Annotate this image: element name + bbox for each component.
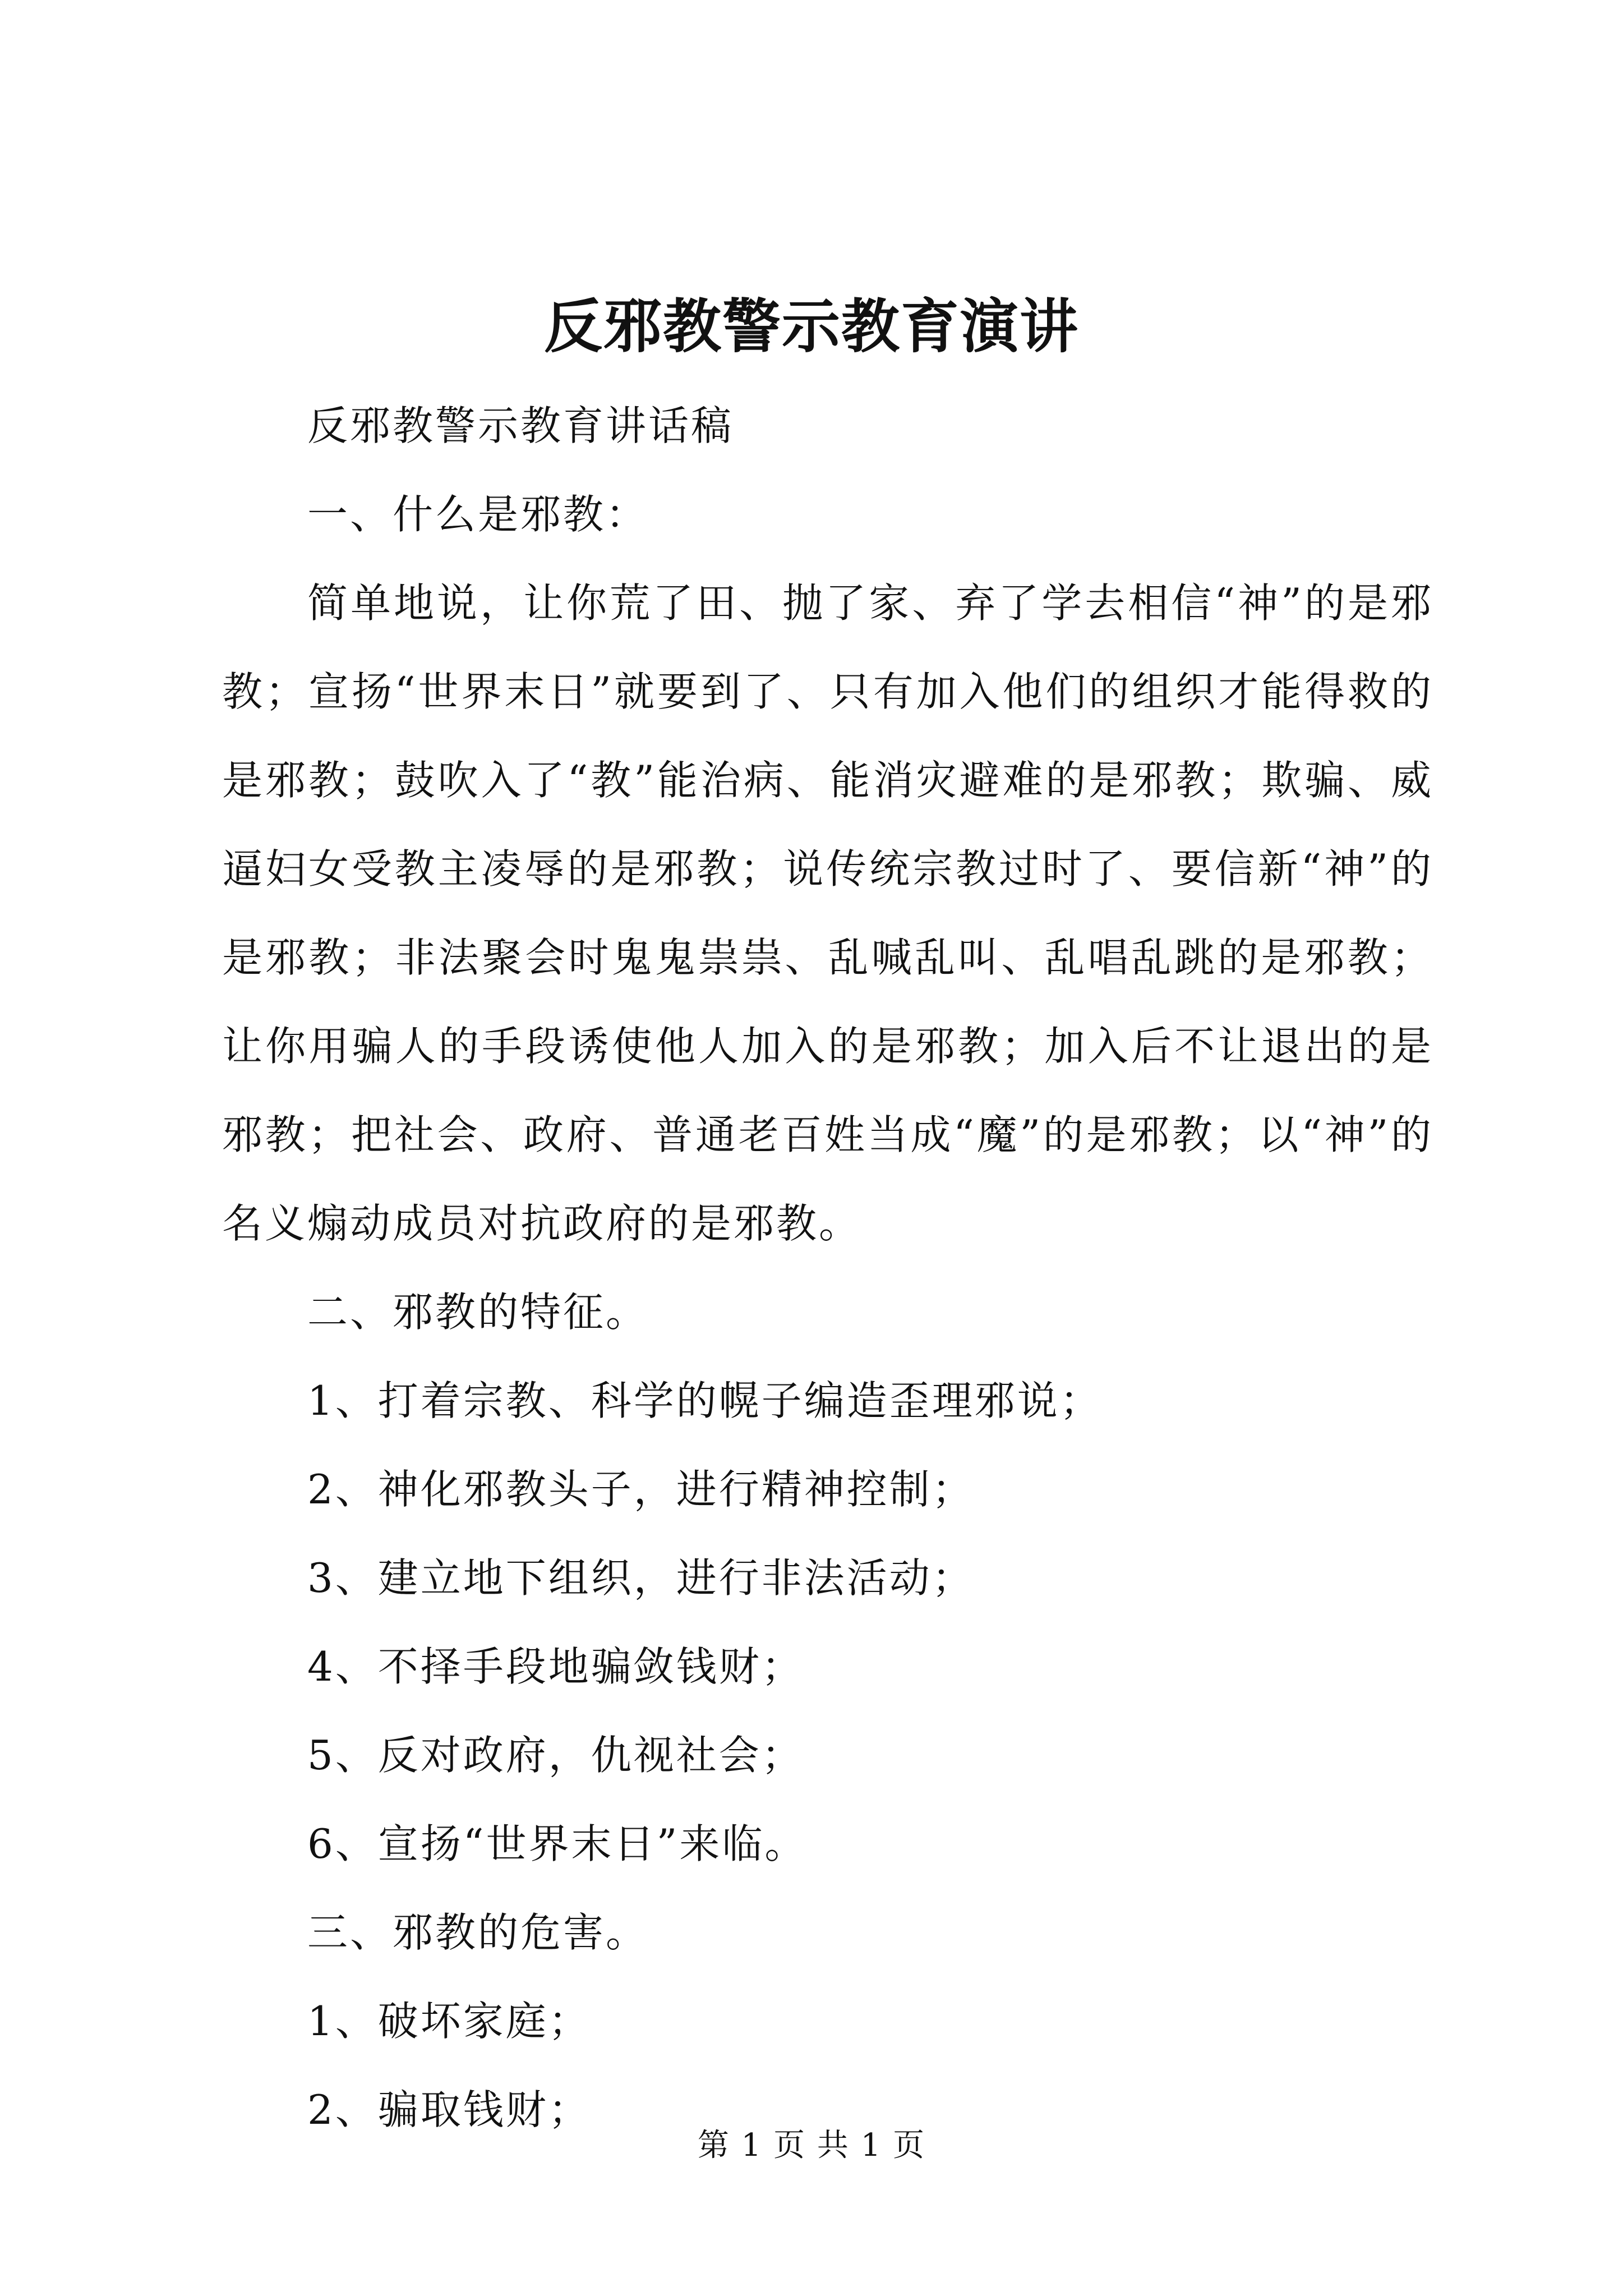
list-item: 2、骗取钱财； [307,2086,591,2133]
section-heading-1: 一、什么是邪教： [307,491,649,538]
list-item: 5、反对政府，仇视社会； [307,1732,804,1779]
section-heading-2: 二、邪教的特征。 [307,1289,649,1336]
list-item: 6、宣扬“世界末日”来临。 [307,1820,808,1867]
body-paragraph: 简单地说，让你荒了田、抛了家、弃了学去相信“神”的是邪教；宣扬“世界末日”就要到了、只有加入他们的组织才能得救的是邪教；鼓吹入了“教”能治病、能消灾避难的是邪教；欺骗、威逼妇女受教主凌辱的是邪教；说传统宗教过时了、要信新“神”的是邪教；非法聚会时鬼鬼祟祟、乱喊乱叫、乱唱乱跳的是邪教；让你用骗人的手段诱使他人加入的是邪教；加入后不让退出的是邪教；把社会、政府、普通老百姓当成“魔”的是邪教；以“神”的名义煽动成员对抗政府的是邪教。 [222,579,1433,1247]
subtitle-paragraph: 反邪教警示教育讲话稿 [307,402,734,449]
document-title: 反邪教警示教育演讲 [543,292,1079,361]
section-heading-3: 三、邪教的危害。 [307,1909,649,1956]
page-footer: 第 1 页 共 1 页 [697,2127,926,2164]
list-item: 3、建立地下组织，进行非法活动； [307,1554,975,1602]
document-body [222,381,1433,2154]
list-item: 1、破坏家庭； [307,1998,591,2045]
list-item: 1、打着宗教、科学的幌子编造歪理邪说； [307,1377,1103,1424]
list-item: 4、不择手段地骗敛钱财； [307,1643,804,1690]
list-item: 2、神化邪教头子，进行精神控制； [307,1466,975,1513]
